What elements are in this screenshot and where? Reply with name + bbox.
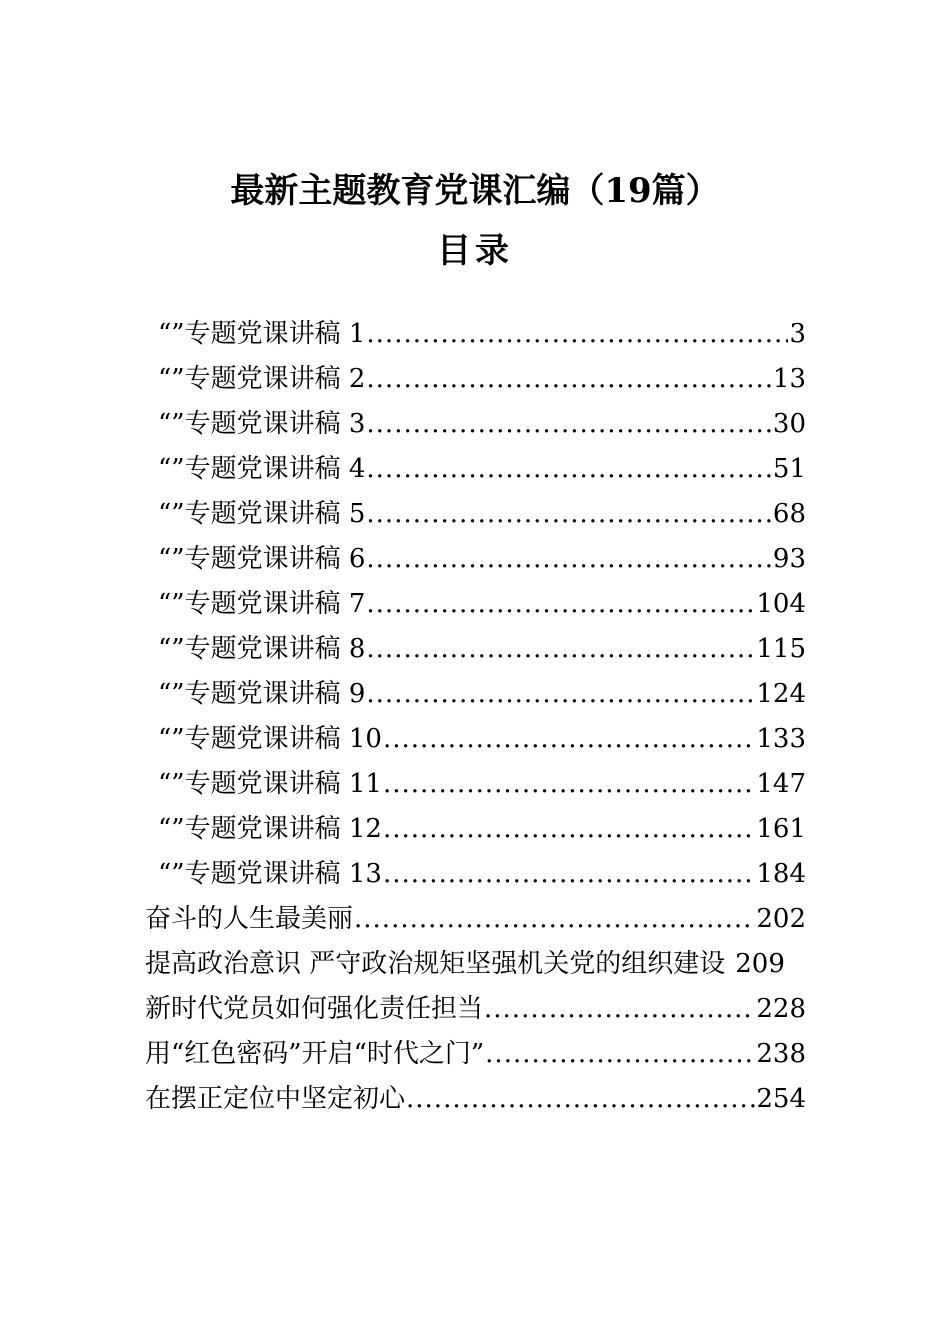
dot-leader: [366, 357, 772, 402]
toc-entry[interactable]: [158, 357, 806, 402]
dot-leader: [406, 1077, 755, 1122]
dot-leader: [366, 537, 772, 582]
toc-entry[interactable]: [158, 717, 806, 762]
dot-leader: [366, 447, 772, 492]
toc-entry-title: “”专题党课讲稿 3: [158, 409, 366, 439]
toc-entry-page: 228: [756, 994, 806, 1024]
dot-leader: [366, 312, 788, 357]
toc-entry-page: 202: [756, 904, 806, 934]
toc-entry[interactable]: [158, 582, 806, 627]
dot-leader: [485, 1032, 755, 1077]
toc-entry[interactable]: [158, 852, 806, 897]
toc-entry[interactable]: [158, 447, 806, 492]
dot-leader: [366, 627, 755, 672]
dot-leader: [383, 852, 755, 897]
toc-entry-title: “”专题党课讲稿 5: [158, 499, 366, 529]
dot-leader: [366, 492, 772, 537]
toc-entry[interactable]: [158, 537, 806, 582]
table-of-contents: [0, 312, 950, 1122]
toc-entry[interactable]: [158, 312, 806, 357]
toc-entry-page: 161: [756, 814, 806, 844]
toc-entry-page: 124: [756, 679, 806, 709]
toc-entry-page: 254: [756, 1084, 806, 1114]
toc-entry-page: 13: [772, 364, 806, 394]
toc-entry[interactable]: [158, 762, 806, 807]
toc-entry-page: 68: [772, 499, 806, 529]
toc-entry[interactable]: [145, 1077, 806, 1122]
toc-entry-title: “”专题党课讲稿 6: [158, 544, 366, 574]
toc-entry-title: 用“红色密码”开启“时代之门”: [145, 1039, 485, 1069]
toc-entry-title: “”专题党课讲稿 12: [158, 814, 382, 844]
toc-entry-page: 115: [756, 634, 806, 664]
toc-entry-page: 147: [756, 769, 806, 799]
toc-entry-page: 51: [772, 454, 806, 484]
toc-heading: 目录: [437, 231, 513, 271]
toc-entry-title: 奋斗的人生最美丽: [145, 904, 354, 934]
toc-entry-title: “”专题党课讲稿 10: [158, 724, 382, 754]
document-title: 最新主题教育党课汇编（19篇）: [230, 171, 720, 211]
toc-entry-page: 104: [756, 589, 806, 619]
toc-entry-title: 提高政治意识 严守政治规矩坚强机关党的组织建设: [145, 949, 726, 979]
toc-entry-page: 30: [772, 409, 806, 439]
toc-entry-title: “”专题党课讲稿 4: [158, 454, 366, 484]
dot-leader: [484, 987, 755, 1032]
toc-entry-page: 93: [772, 544, 806, 574]
toc-entry[interactable]: [145, 987, 806, 1032]
toc-entry-title: “”专题党课讲稿 11: [158, 769, 382, 799]
toc-entry-title: “”专题党课讲稿 1: [158, 319, 366, 349]
dot-leader: [383, 717, 755, 762]
toc-entry[interactable]: [158, 627, 806, 672]
toc-entry-title: “”专题党课讲稿 13: [158, 859, 382, 889]
dot-leader: [366, 402, 772, 447]
toc-entry-title: 在摆正定位中坚定初心: [145, 1084, 406, 1114]
toc-entry[interactable]: [158, 492, 806, 537]
dot-leader: [366, 582, 755, 627]
toc-entry-title: “”专题党课讲稿 2: [158, 364, 366, 394]
toc-entry-page: 238: [756, 1039, 806, 1069]
dot-leader: [354, 897, 755, 942]
toc-entry[interactable]: [158, 402, 806, 447]
toc-entry[interactable]: [145, 1032, 806, 1077]
toc-entry-title: 新时代党员如何强化责任担当: [145, 994, 484, 1024]
toc-entry-page: 133: [756, 724, 806, 754]
dot-leader: [383, 807, 755, 852]
dot-leader: [383, 762, 755, 807]
toc-entry[interactable]: [145, 897, 806, 942]
toc-entry[interactable]: [145, 942, 857, 987]
toc-entry-title: “”专题党课讲稿 8: [158, 634, 366, 664]
toc-entry-page: 209: [735, 949, 785, 979]
toc-entry-title: “”专题党课讲稿 9: [158, 679, 366, 709]
toc-entry-title: “”专题党课讲稿 7: [158, 589, 366, 619]
dot-leader: [366, 672, 755, 717]
toc-entry-page: 184: [756, 859, 806, 889]
toc-entry[interactable]: [158, 807, 806, 852]
toc-entry-page: 3: [789, 319, 806, 349]
toc-entry[interactable]: [158, 672, 806, 717]
